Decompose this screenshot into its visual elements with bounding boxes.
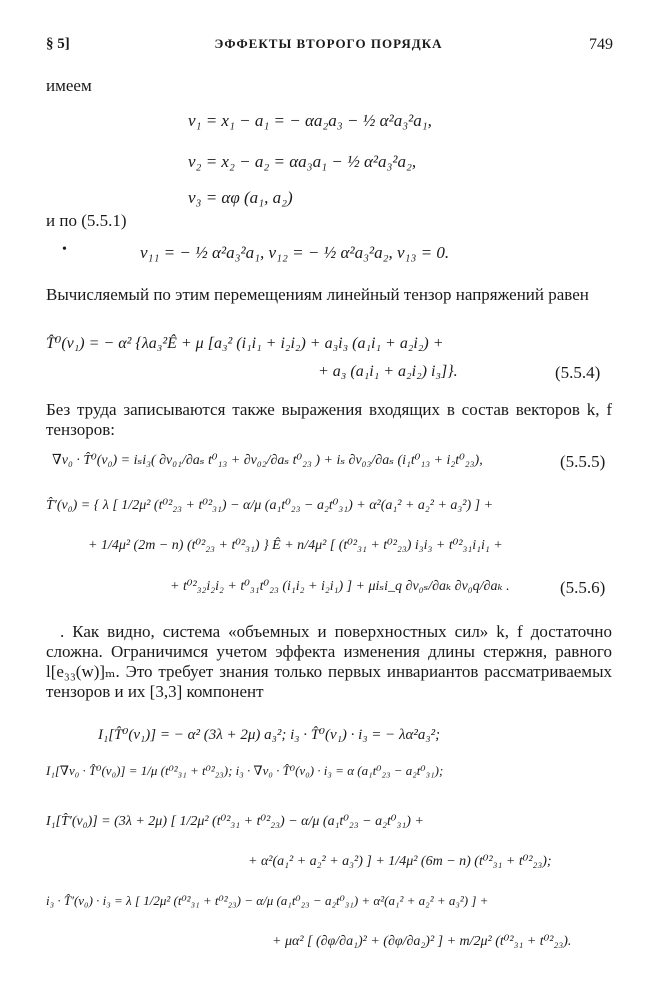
equation-component-line2: + μα² [ (∂φ/∂a₁)² + (∂φ/∂a₂)² ] + m/2μ² (t⁰²₃₁ + t⁰²₂₃).: [272, 934, 572, 949]
equation-v3: v₃ = αφ (a₁, a₂): [188, 188, 293, 207]
running-title: ЭФФЕКТЫ ВТОРОГО ПОРЯДКА: [214, 36, 443, 51]
equation-number-554: (5.5.4): [555, 363, 601, 382]
equation-556-line3: + t⁰²₃₂i₂i₂ + t⁰₃₁t⁰₂₃ (i₁i₂ + i₂i₁) ] + μiₛi_q ∂v₀ₛ/∂aₖ ∂v₀q/∂aₖ .: [170, 579, 510, 594]
section-marker: § 5]: [46, 36, 70, 52]
equation-v2: v₂ = x₂ − a₂ = αa₃a₁ − ½ α²a₃²a₂,: [188, 152, 417, 171]
paragraph-stress-tensor: Вычисляемый по этим перемещениям линейный тензор напряжений равен: [46, 285, 589, 304]
equation-invariants-1: I₁[T̂⁰(v₁)] = − α² (3λ + 2μ) a₃²; i₃ · T̂⁰(v₁) · i₃ = − λα²a₃²;: [98, 727, 441, 743]
paragraph-have: имеем: [46, 76, 92, 95]
equation-554-line2: + a₃ (a₁i₁ + a₂i₂) i₃]}.: [318, 363, 458, 380]
equation-554-line1: T̂⁰(v₁) = − α² {λa₃²Ê + μ [a₃² (i₁i₁ + i₂i₂) + a₃i₃ (a₁i₁ + a₂i₂) +: [46, 335, 444, 352]
equation-556-line1: T̂′(v₀) = { λ [ 1/2μ² (t⁰²₂₃ + t⁰²₃₁) − α/μ (a₁t⁰₂₃ − a₂t⁰₃₁) + α²(a₁² + a₂² + a₃²) ] +: [46, 498, 494, 513]
equation-invariants-3-line1: I₁[T̂′(v₀)] = (3λ + 2μ) [ 1/2μ² (t⁰²₃₁ + t⁰²₂₃) − α/μ (a₁t⁰₂₃ − a₂t⁰₃₁) +: [46, 814, 424, 829]
stray-mark: •: [62, 242, 67, 257]
equation-556-line2: + 1/4μ² (2m − n) (t⁰²₂₃ + t⁰²₃₁) } Ê + n/4μ² [ (t⁰²₃₁ + t⁰²₂₃) i₃i₃ + t⁰²₃₁i₁i₁ +: [88, 538, 503, 553]
equation-invariants-2: I₁[∇v₀ · T̂⁰(v₀)] = 1/μ (t⁰²₃₁ + t⁰²₂₃); i₃ · ∇v₀ · T̂⁰(v₀) · i₃ = α (a₁t⁰₂₃ − a₂t⁰₃₁);: [46, 763, 444, 778]
equation-number-556: (5.5.6): [560, 578, 606, 597]
paragraph-vectors: Без труда записываются также выражения входящих в состав векторов k, f тензоров:: [46, 400, 612, 439]
equation-invariants-3-line2: + α²(a₁² + a₂² + a₃²) ] + 1/4μ² (6m − n) (t⁰²₃₁ + t⁰²₂₃);: [248, 854, 552, 869]
equation-number-555: (5.5.5): [560, 452, 606, 471]
paragraph-system: . Как видно, система «объемных и поверхностных сил» k, f достаточно сложна. Ограничимся учетом эффекта изменения длины стержня, равного l[e₃₃(w)]ₘ. Это требует знания только первых инвариантов рассматриваемых тензоров и их [3,3] компонент: [46, 622, 612, 701]
equation-v1-derivs: v₁₁ = − ½ α²a₃²a₁, v₁₂ = − ½ α²a₃²a₂, v₁₃ = 0.: [140, 243, 450, 262]
page-number: 749: [589, 36, 613, 53]
paragraph-and-by: и по (5.5.1): [46, 211, 127, 230]
equation-component-line1: i₃ · T̂′(v₀) · i₃ = λ [ 1/2μ² (t⁰²₃₁ + t⁰²₂₃) − α/μ (a₁t⁰₂₃ − a₂t⁰₃₁) + α²(a₁² + a₂² + a₃²) ] +: [46, 893, 489, 908]
equation-v1: v₁ = x₁ − a₁ = − αa₂a₃ − ½ α²a₃²a₁,: [188, 111, 432, 130]
equation-555: ∇v₀ · T̂⁰(v₀) = iₛi₃( ∂v₀₁/∂aₛ t⁰₁₃ + ∂v₀₂/∂aₛ t⁰₂₃ ) + iₛ ∂v₀₃/∂aₛ (i₁t⁰₁₃ + i₂t⁰₂₃),: [52, 453, 483, 468]
